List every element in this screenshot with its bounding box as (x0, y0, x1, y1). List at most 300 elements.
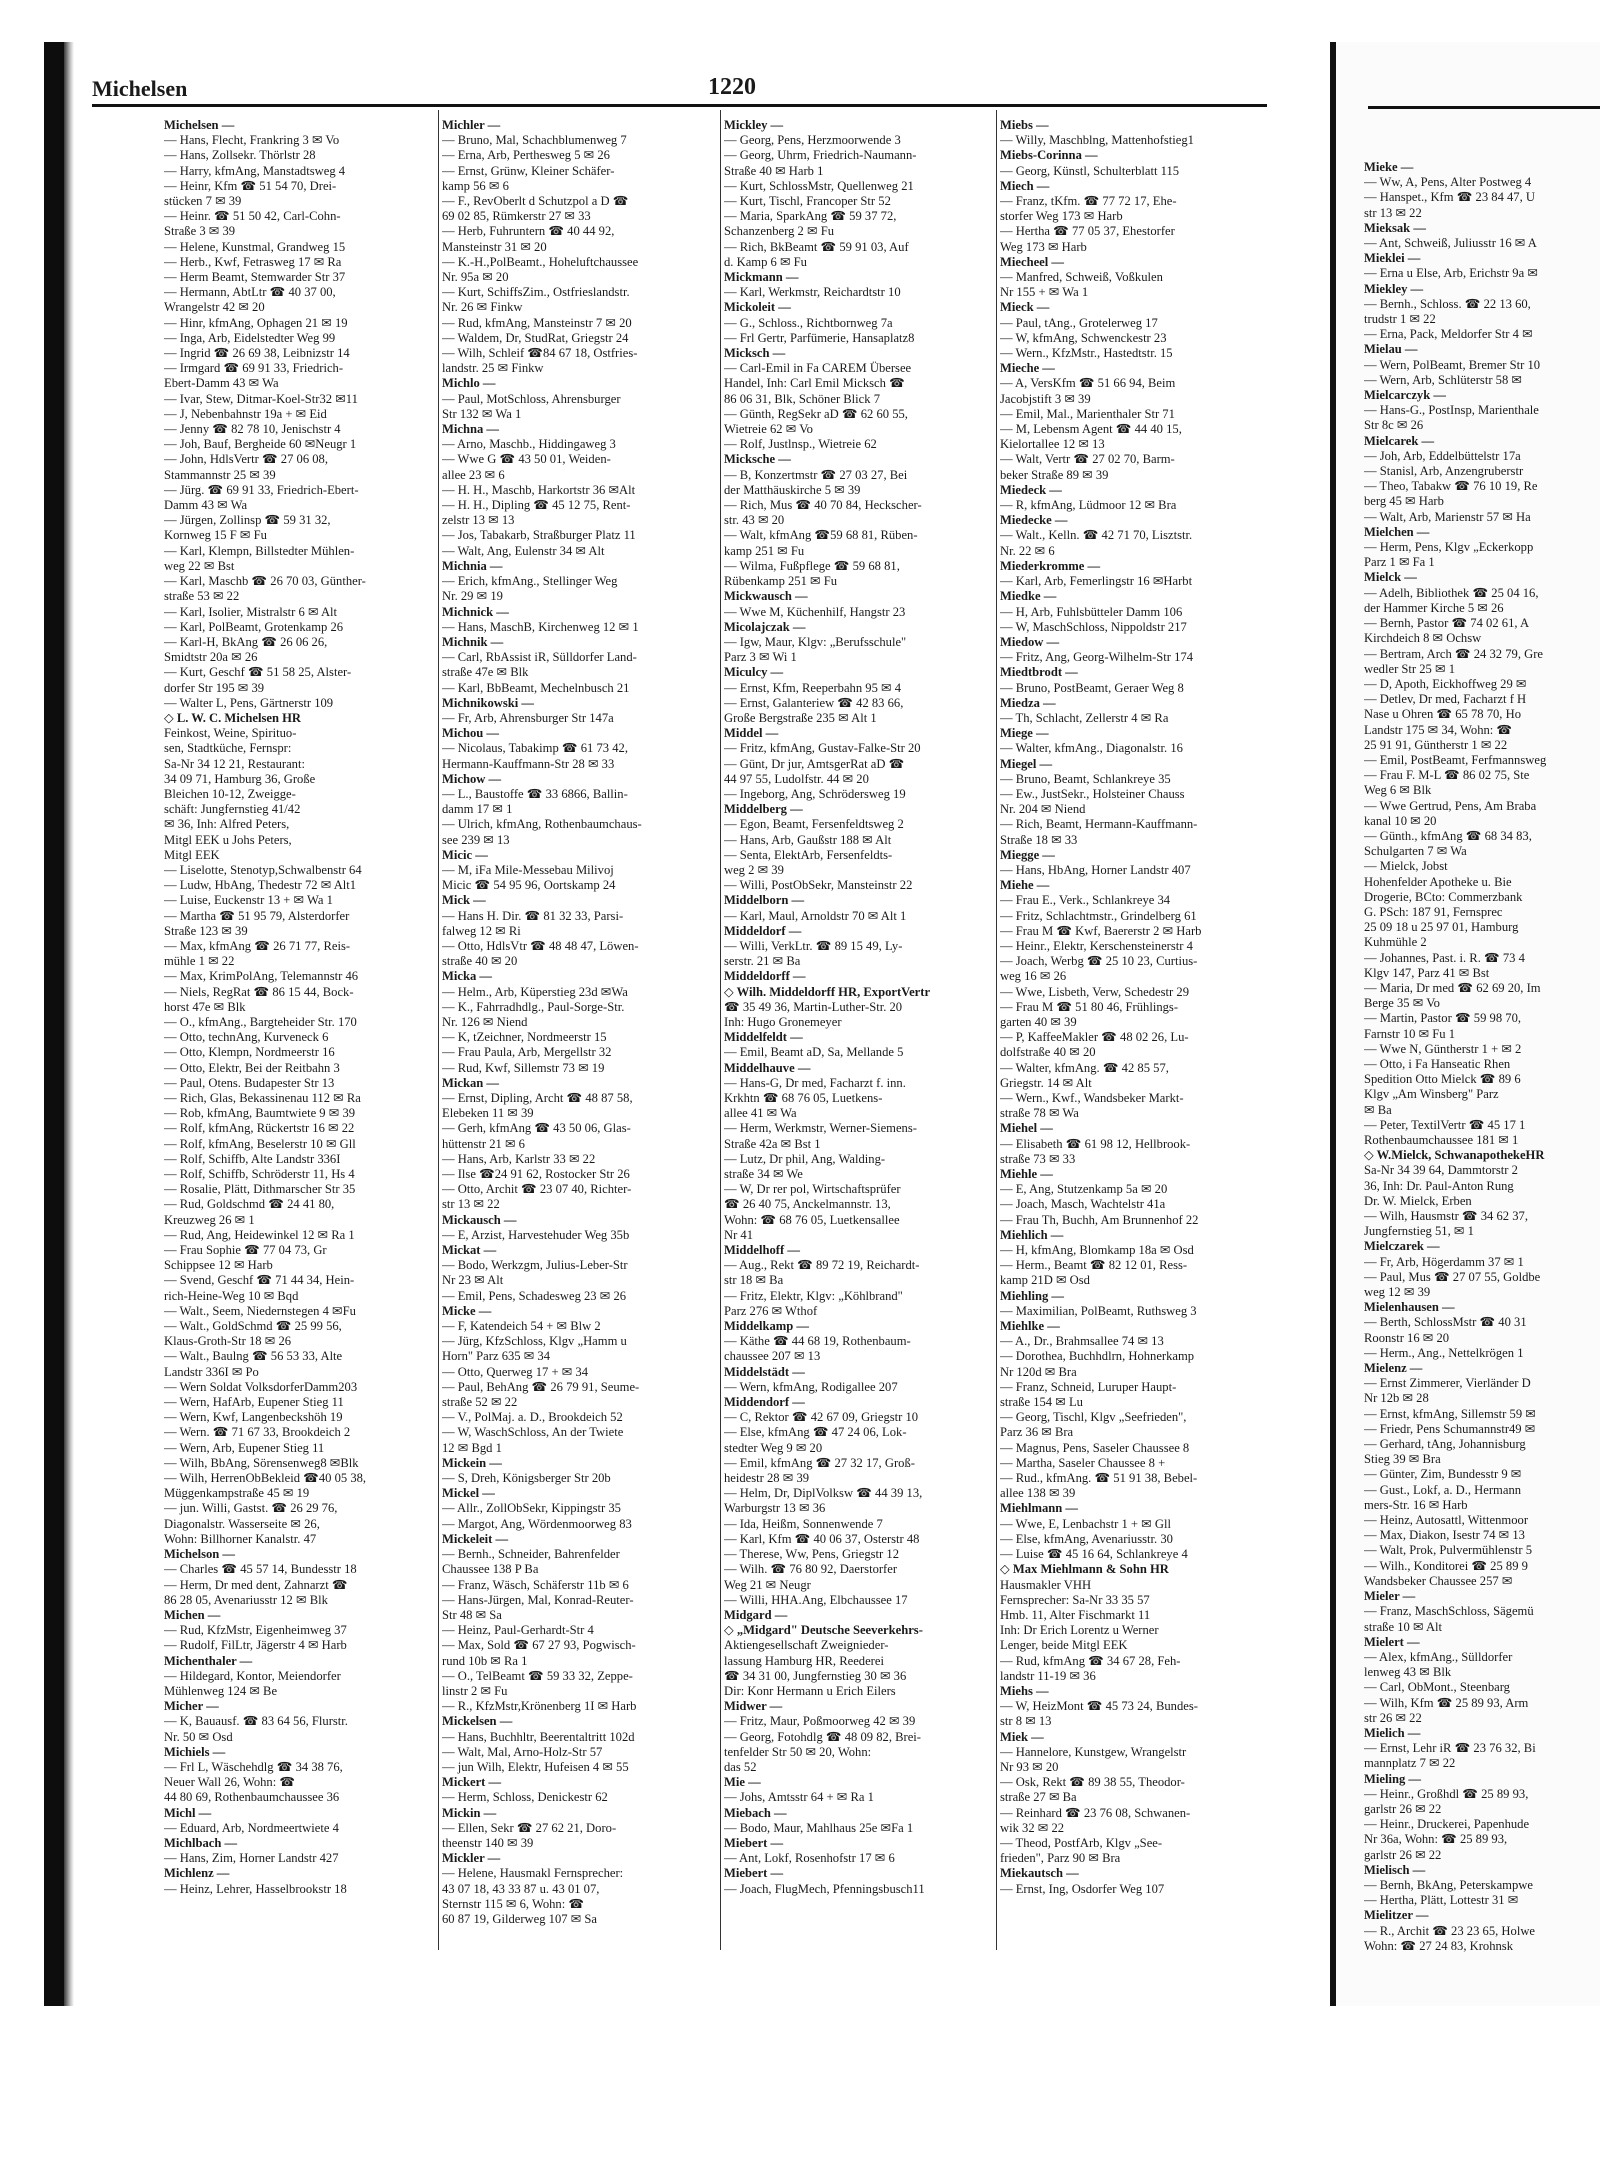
directory-entry-line: — Wwe M, Küchenhilf, Hangstr 23 (724, 604, 906, 619)
directory-entry-line: — Inga, Arb, Eidelstedter Weg 99 (164, 330, 336, 345)
directory-entry-line: — Ludw, HbAng, Thedestr 72 ✉ Alt1 (164, 878, 357, 893)
directory-entry-line: — Otto, i Fa Hanseatic Rhen (1364, 1056, 1511, 1071)
directory-entry-line: Straße 3 ✉ 39 (164, 224, 236, 239)
directory-entry-line: — Herb, Fuhruntern ☎ 40 44 92, (442, 224, 615, 239)
directory-entry-line: — Otto, Klempn, Nordmeerstr 16 (164, 1045, 335, 1060)
directory-entry-line: — W, kfmAng, Schwenckestr 23 (1000, 330, 1167, 345)
directory-entry-line: — Hildegard, Kontor, Meiendorfer (164, 1668, 341, 1683)
directory-entry-line: — Wern. ☎ 71 67 33, Brookdeich 2 (164, 1425, 351, 1440)
directory-entry-line: Schippsee 12 ✉ Harb (164, 1258, 273, 1273)
directory-entry-line: — Heinr., Großhdl ☎ 25 89 93, (1364, 1786, 1529, 1801)
surname-heading: Miehel — (1000, 1121, 1053, 1136)
directory-entry-line: — Georg, Künstl, Schulterblatt 115 (1000, 163, 1180, 178)
directory-entry-line: — Herm Beamt, Stemwarder Str 37 (164, 270, 346, 285)
directory-entry-line: — Wilma, Fußpflege ☎ 59 68 81, (724, 558, 900, 573)
directory-entry-line: — Fritz, Maur, Poßmoorweg 42 ✉ 39 (724, 1714, 916, 1729)
surname-heading: Mielck — (1364, 570, 1417, 585)
directory-entry-line: lenweg 43 ✉ Blk (1364, 1665, 1452, 1680)
directory-entry-line: — Fr, Arb, Ahrensburger Str 147a (442, 710, 614, 725)
directory-entry-line: Straße 18 ✉ 33 (1000, 832, 1078, 847)
directory-entry-line: — Bernh, BkAng, Peterskampwe (1364, 1877, 1533, 1892)
directory-entry-line: — Paul, Mus ☎ 27 07 55, Goldbe (1364, 1269, 1541, 1284)
directory-entry-line: frieden", Parz 90 ✉ Bra (1000, 1851, 1121, 1866)
directory-entry-line: — Franz, tKfm. ☎ 77 72 17, Ehe- (1000, 194, 1177, 209)
directory-entry-line: — Günt, Dr jur, AmtsgerRat aD ☎ (724, 756, 905, 771)
directory-entry-line: mers-Str. 16 ✉ Harb (1364, 1497, 1468, 1512)
directory-entry-line: — R, kfmAng, Lüdmoor 12 ✉ Bra (1000, 498, 1177, 513)
directory-entry-line: — Heinz, Paul-Gerhardt-Str 4 (442, 1623, 594, 1638)
directory-entry-line: — Gerhard, tAng, Johannisburg (1364, 1437, 1526, 1452)
directory-entry-line: — Berth, SchlossMstr ☎ 40 31 (1364, 1315, 1527, 1330)
directory-entry-line: — Wilh, Schleif ☎84 67 18, Ostfries- (442, 346, 638, 361)
directory-entry-line: — Heinr., Elektr, Kerschensteinerstr 4 (1000, 938, 1193, 953)
surname-heading: Micic — (442, 847, 488, 862)
directory-entry-line: — Walter, kfmAng., Diagonalstr. 16 (1000, 741, 1183, 756)
directory-entry-line: — Bodo, Maur, Mahlhaus 25e ✉Fa 1 (724, 1820, 914, 1835)
surname-heading: Miegel — (1000, 756, 1053, 771)
directory-entry-line: — Hans-Jürgen, Mal, Konrad-Reuter- (442, 1592, 634, 1607)
surname-heading: Middeldorff — (724, 969, 806, 984)
surname-heading: Micksche — (724, 452, 791, 467)
directory-entry-line: str 8 ✉ 13 (1000, 1714, 1052, 1729)
directory-entry-line: 12 ✉ Bgd 1 (442, 1440, 502, 1455)
directory-entry-line: tenfelder Str 50 ✉ 20, Wohn: (724, 1744, 872, 1759)
directory-entry-line: Klgv 147, Parz 41 ✉ Bst (1364, 965, 1490, 980)
directory-entry-line: — F., RevOberlt d Schutzpol a D ☎ (442, 194, 629, 209)
directory-entry-line: — P, KaffeeMakler ☎ 48 02 26, Lu- (1000, 1030, 1189, 1045)
directory-entry-line: — Walt., Baulng ☎ 56 53 33, Alte (164, 1349, 343, 1364)
directory-entry-line: — Frau M ☎ 51 80 46, Frühlings- (1000, 999, 1179, 1014)
directory-entry-line: — Hermann, AbtLtr ☎ 40 37 00, (164, 285, 336, 300)
directory-entry-line: ☎ 26 40 75, Anckelmannstr. 13, (724, 1197, 891, 1212)
directory-entry-line: — Walt., Seem, Niedernstegen 4 ✉Fu (164, 1303, 356, 1318)
surname-heading: Mielcarek — (1364, 433, 1435, 448)
directory-entry-line: Griegstr. 14 ✉ Alt (1000, 1075, 1092, 1090)
directory-entry-line: — Arno, Maschb., Hiddingaweg 3 (442, 437, 616, 452)
directory-entry-line: — Jürg. ☎ 69 91 33, Friedrich-Ebert- (164, 482, 359, 497)
directory-entry-line: — Willi, VerkLtr. ☎ 89 15 49, Ly- (724, 938, 903, 953)
surname-heading: Mieklei — (1364, 251, 1421, 266)
surname-heading: Micksch — (724, 346, 786, 361)
surname-heading: Miebach — (724, 1805, 787, 1820)
surname-heading: Michler — (442, 118, 501, 132)
directory-entry-line: — Wilh, Hausmstr ☎ 34 62 37, (1364, 1209, 1528, 1224)
directory-entry-line: — F, Katendeich 54 + ✉ Blw 2 (442, 1319, 601, 1334)
directory-entry-line: — Elisabeth ☎ 61 98 12, Hellbrook- (1000, 1136, 1191, 1151)
surname-heading: Michiels — (164, 1744, 226, 1759)
directory-entry-line: Wietreie 62 ✉ Vo (724, 422, 813, 437)
directory-entry-line: Nr 12b ✉ 28 (1364, 1391, 1429, 1406)
column-4 (1000, 118, 1270, 1948)
directory-entry-line: Dir: Konr Hermann u Erich Eilers (724, 1683, 896, 1698)
directory-entry-line: Parz 36 ✉ Bra (1000, 1425, 1074, 1440)
directory-entry-line: — Liselotte, Stenotyp,Schwalbenstr 64 (164, 862, 362, 877)
directory-entry-line: — K, Bauausf. ☎ 83 64 56, Flurstr. (164, 1714, 348, 1729)
directory-entry-line: — Bruno, Beamt, Schlankreye 35 (1000, 771, 1171, 786)
directory-entry-line: Elebeken 11 ✉ 39 (442, 1106, 534, 1121)
directory-entry-line: — Ernst, Grünw, Kleiner Schäfer- (442, 163, 615, 178)
directory-entry-line: — Bernh., Schneider, Bahrenfelder (442, 1547, 620, 1562)
directory-entry-line: straße 78 ✉ Wa (1000, 1106, 1079, 1121)
surname-heading: Micka — (442, 969, 493, 984)
directory-entry-line: allee 41 ✉ Wa (724, 1106, 797, 1121)
directory-entry-line: weg 16 ✉ 26 (1000, 969, 1067, 984)
directory-entry-line: — Rosalie, Plätt, Dithmarscher Str 35 (164, 1182, 356, 1197)
directory-entry-line: Mitgl EEK (164, 847, 220, 862)
directory-entry-line: — E, Ang, Stutzenkamp 5a ✉ 20 (1000, 1182, 1168, 1197)
surname-heading: Micke — (442, 1303, 492, 1318)
directory-entry-line: — Fritz, Elektr, Klgv: „Köhlbrand" (724, 1288, 903, 1303)
directory-entry-line: — Erna u Else, Arb, Erichstr 9a ✉ (1364, 266, 1538, 281)
directory-entry-line: Roonstr 16 ✉ 20 (1364, 1330, 1450, 1345)
surname-heading: Miedza — (1000, 695, 1056, 710)
directory-entry-line: — A, VersKfm ☎ 51 66 94, Beim (1000, 376, 1176, 391)
directory-entry-line: Landstr 175 ✉ 34, Wohn: ☎ (1364, 722, 1513, 737)
surname-heading: Michlenz — (164, 1866, 230, 1881)
surname-heading: Middelborn — (724, 893, 805, 908)
surname-heading: Michnick — (442, 604, 509, 619)
directory-entry-line: — Georg, Tischl, Klgv „Seefrieden", (1000, 1410, 1187, 1425)
surname-heading: Mickert — (442, 1775, 502, 1790)
directory-entry-line: — Max, kfmAng ☎ 26 71 77, Reis- (164, 938, 351, 953)
directory-entry-line: linstr 2 ✉ Fu (442, 1683, 508, 1698)
directory-entry-line: weg 12 ✉ 39 (1364, 1285, 1431, 1300)
directory-entry-line: — Eduard, Arb, Nordmeertwiete 4 (164, 1820, 339, 1835)
directory-entry-line: dorfer Str 195 ✉ 39 (164, 680, 265, 695)
directory-entry-line: — Paul, MotSchloss, Ahrensburger (442, 391, 621, 406)
surname-heading: Middelstädt — (724, 1364, 805, 1379)
directory-entry-line: ◇ Wilh. Middeldorff HR, ExportVertr (724, 984, 931, 999)
directory-entry-line: — Wwe G ☎ 43 50 01, Weiden- (442, 452, 611, 467)
directory-entry-line: d. Kamp 6 ✉ Fu (724, 254, 807, 269)
directory-entry-line: — Walt, Prok, Pulvermühlenstr 5 (1364, 1543, 1533, 1558)
surname-heading: Miebs — (1000, 118, 1049, 132)
surname-heading: Michlo — (442, 376, 496, 391)
directory-entry-line: — Otto, Archit ☎ 23 07 40, Richter- (442, 1182, 632, 1197)
directory-entry-line: Inh: Hugo Gronemeyer (724, 1014, 842, 1029)
surname-heading: Miebert — (724, 1835, 784, 1850)
directory-entry-line: Spedition Otto Mielck ☎ 89 6 (1364, 1072, 1521, 1087)
directory-entry-line: — Rolf, kfmAng, Rückertstr 16 ✉ 22 (164, 1121, 355, 1136)
directory-entry-line: — Rud., kfmAng. ☎ 51 91 38, Bebel- (1000, 1471, 1198, 1486)
directory-entry-line: — Carl-Emil in Fa CAREM Übersee (724, 361, 912, 376)
directory-entry-line: — Karl, Maul, Arnoldstr 70 ✉ Alt 1 (724, 908, 907, 923)
directory-entry-line: — Hertha ☎ 77 05 37, Ehestorfer (1000, 224, 1175, 239)
directory-entry-line: Schulgarten 7 ✉ Wa (1364, 844, 1467, 859)
directory-entry-line: straße 52 ✉ 22 (442, 1395, 518, 1410)
directory-entry-line: — Joh, Arb, Eddelbüttelstr 17a (1364, 448, 1521, 463)
directory-entry-line: ◇ L. W. C. Michelsen HR (164, 710, 302, 725)
directory-entry-line: see 239 ✉ 13 (442, 832, 510, 847)
directory-entry-line: — Harry, kfmAng, Manstadtsweg 4 (164, 163, 346, 178)
directory-entry-line: serstr. 21 ✉ Ba (724, 954, 801, 969)
directory-entry-line: straße 10 ✉ Alt (1364, 1619, 1443, 1634)
surname-heading: Middelhoff — (724, 1243, 800, 1258)
surname-heading: Michnikowski — (442, 695, 535, 710)
directory-entry-line: — Karl, Arb, Femerlingstr 16 ✉Harbt (1000, 574, 1193, 589)
directory-entry-line: — E, Arzist, Harvestehuder Weg 35b (442, 1227, 630, 1242)
directory-entry-line: — Herm, Werkmstr, Werner-Siemens- (724, 1121, 917, 1136)
surname-heading: Mielenz — (1364, 1361, 1423, 1376)
directory-entry-line: — Rud, Kwf, Sillemstr 73 ✉ 19 (442, 1060, 605, 1075)
directory-entry-line: garlstr 26 ✉ 22 (1364, 1801, 1442, 1816)
directory-entry-line: — Bernh., Schloss. ☎ 22 13 60, (1364, 296, 1531, 311)
directory-entry-line: — Walt, kfmAng ☎59 68 81, Rüben- (724, 528, 918, 543)
directory-entry-line: — A., Dr., Brahmsallee 74 ✉ 13 (1000, 1334, 1164, 1349)
directory-entry-line: — Carl, RbAssist iR, Sülldorfer Land- (442, 650, 637, 665)
directory-entry-line: — O., TelBeamt ☎ 59 33 32, Zeppe- (442, 1668, 633, 1683)
directory-entry-line: — Walt, Arb, Marienstr 57 ✉ Ha (1364, 509, 1531, 524)
directory-entry-line: — Adelh, Bibliothek ☎ 25 04 16, (1364, 585, 1539, 600)
directory-entry-line: — Erna, Arb, Perthesweg 5 ✉ 26 (442, 148, 610, 163)
directory-entry-line: — Friedr, Pens Schumannstr49 ✉ (1364, 1421, 1536, 1436)
surname-heading: Miedke — (1000, 589, 1057, 604)
directory-entry-line: — Otto, HdlsVtr ☎ 48 48 47, Löwen- (442, 938, 639, 953)
directory-entry-line: Parz 3 ✉ Wi 1 (724, 650, 797, 665)
directory-entry-line: — Mielck, Jobst (1364, 859, 1448, 874)
directory-entry-line: — Herm, Dr med dent, Zahnarzt ☎ (164, 1577, 348, 1592)
directory-entry-line: allee 23 ✉ 6 (442, 467, 505, 482)
directory-entry-line: damm 17 ✉ 1 (442, 802, 513, 817)
directory-entry-line: — Karl-H, BkAng ☎ 26 06 26, (164, 634, 328, 649)
directory-entry-line: — Walter, kfmAng. ☎ 42 85 57, (1000, 1060, 1169, 1075)
surname-heading: Middel — (724, 726, 779, 741)
directory-entry-line: Stammannstr 25 ✉ 39 (164, 467, 276, 482)
directory-entry-line: — Hannelore, Kunstgew, Wrangelstr (1000, 1744, 1187, 1759)
surname-heading: Micolajczak — (724, 619, 806, 634)
surname-heading: Miehs — (1000, 1683, 1049, 1698)
directory-entry-line: — Hans-G., PostInsp, Marienthale (1364, 403, 1539, 418)
directory-entry-line: theenstr 140 ✉ 39 (442, 1835, 534, 1850)
surname-heading: Mickoleit — (724, 300, 791, 315)
adjacent-page (1330, 42, 1600, 2006)
surname-heading: Miebert — (724, 1866, 784, 1881)
directory-entry-line: Mühlenweg 124 ✉ Be (164, 1683, 278, 1698)
directory-entry-line: ◇ W.Mielck, SchwanapothekeHR (1364, 1148, 1545, 1163)
directory-entry-line: beker Straße 89 ✉ 39 (1000, 467, 1109, 482)
surname-heading: Mielenhausen — (1364, 1300, 1455, 1315)
directory-entry-line: — Ingrid ☎ 26 69 38, Leibnizstr 14 (164, 346, 350, 361)
directory-entry-line: — Käthe ☎ 44 68 19, Rothenbaum- (724, 1334, 911, 1349)
directory-entry-line: — H. H., Dipling ☎ 45 12 75, Rent- (442, 498, 631, 513)
surname-heading: Miecheel — (1000, 254, 1064, 269)
surname-heading: Miebs-Corinna — (1000, 148, 1098, 163)
directory-entry-line: — Georg, Pens, Herzmoorwende 3 (724, 133, 901, 148)
column-divider (720, 110, 721, 1950)
directory-entry-line: — Helm., Arb, Küperstieg 23d ✉Wa (442, 984, 628, 999)
directory-entry-line: Sternstr 115 ✉ 6, Wohn: ☎ (442, 1896, 585, 1911)
surname-heading: Mickat — (442, 1243, 497, 1258)
directory-entry-line: — Ernst, Lehr iR ☎ 23 76 32, Bi (1364, 1741, 1536, 1756)
directory-entry-line: — J, Nebenbahnstr 19a + ✉ Eid (164, 406, 327, 421)
directory-entry-line: Straße 42a ✉ Bst 1 (724, 1136, 821, 1151)
directory-entry-line: — Wilh. ☎ 76 80 92, Daerstorfer (724, 1562, 898, 1577)
directory-entry-line: garten 40 ✉ 39 (1000, 1014, 1077, 1029)
directory-entry-line: — Kurt, Geschf ☎ 51 58 25, Alster- (164, 665, 352, 680)
directory-entry-line: — Kurt, Tischl, Francoper Str 52 (724, 194, 891, 209)
directory-entry-line: Kreuzweg 26 ✉ 1 (164, 1212, 255, 1227)
surname-heading: Mickausch — (442, 1212, 517, 1227)
directory-entry-line: — Magnus, Pens, Saseler Chaussee 8 (1000, 1440, 1190, 1455)
surname-heading: Middelhauve — (724, 1060, 811, 1075)
directory-entry-line: — Heinr., Druckerei, Papenhude (1364, 1817, 1530, 1832)
surname-heading: Mielchen — (1364, 524, 1430, 539)
directory-entry-line: — M, Lebensm Agent ☎ 44 40 15, (1000, 422, 1182, 437)
surname-heading: Miedeck — (1000, 482, 1062, 497)
directory-entry-line: — Ilse ☎24 91 62, Rostocker Str 26 (442, 1167, 630, 1182)
directory-entry-line: 69 02 85, Rümkerstr 27 ✉ 33 (442, 209, 591, 224)
surname-heading: Mie — (724, 1775, 761, 1790)
directory-entry-line: — Wilh., Konditorei ☎ 25 89 9 (1364, 1558, 1528, 1573)
surname-heading: Miekley — (1364, 281, 1424, 296)
directory-entry-line: — Emil, kfmAng ☎ 27 32 17, Groß- (724, 1455, 915, 1470)
directory-entry-line: weg 22 ✉ Bst (164, 558, 235, 573)
surname-heading: Mieling — (1364, 1771, 1422, 1786)
directory-entry-line: — Senta, ElektArb, Fersenfeldts- (724, 847, 893, 862)
directory-entry-line: Große Bergstraße 235 ✉ Alt 1 (724, 710, 877, 725)
directory-entry-line: Mitgl EEK u Johs Peters, (164, 832, 292, 847)
column-2 (442, 118, 718, 1948)
directory-entry-line: Handel, Inh: Carl Emil Micksch ☎ (724, 376, 905, 391)
surname-heading: Mielisch — (1364, 1862, 1426, 1877)
directory-entry-line: str. 43 ✉ 20 (724, 513, 785, 528)
directory-entry-line: — Bernh, Pastor ☎ 74 02 61, A (1364, 616, 1530, 631)
directory-entry-line: garlstr 26 ✉ 22 (1364, 1847, 1442, 1862)
directory-entry-line: — Otto, technAng, Kurveneck 6 (164, 1030, 329, 1045)
directory-entry-line: Klgv „Am Winsberg" Parz (1364, 1087, 1499, 1102)
directory-entry-line: — Ernst, Kfm, Reeperbahn 95 ✉ 4 (724, 680, 902, 695)
directory-entry-line: — Hans, Buchhltr, Beerentaltritt 102d (442, 1729, 635, 1744)
directory-entry-line: — Wern, Kwf, Langenbeckshöh 19 (164, 1410, 343, 1425)
directory-entry-line: Weg 21 ✉ Neugr (724, 1577, 811, 1592)
directory-entry-line: Kielortallee 12 ✉ 13 (1000, 437, 1105, 452)
surname-heading: Miehe — (1000, 878, 1050, 893)
directory-entry-line: Nr 36a, Wohn: ☎ 25 89 93, (1364, 1832, 1508, 1847)
directory-entry-line: — Fritz, kfmAng, Gustav-Falke-Str 20 (724, 741, 921, 756)
directory-entry-line: Wohn: ☎ 68 76 05, Luetkensallee (724, 1212, 900, 1227)
directory-entry-line: — Max, KrimPolAng, Telemannstr 46 (164, 969, 359, 984)
directory-entry-line: chaussee 207 ✉ 13 (724, 1349, 821, 1364)
directory-entry-line: straße 73 ✉ 33 (1000, 1151, 1076, 1166)
directory-entry-line: — Emil, PostBeamt, Ferfmannsweg (1364, 752, 1547, 767)
directory-entry-line: — Rich, Beamt, Hermann-Kauffmann- (1000, 817, 1198, 832)
directory-entry-line: — Niels, RegRat ☎ 86 15 44, Bock- (164, 984, 354, 999)
directory-entry-line: ☎ 34 31 00, Jungfernstieg 30 ✉ 36 (724, 1668, 907, 1683)
directory-entry-line: — Wern, Arb, Eupener Stieg 11 (164, 1440, 325, 1455)
directory-entry-line: allee 138 ✉ 39 (1000, 1486, 1076, 1501)
directory-entry-line: — Rich, BkBeamt ☎ 59 91 03, Auf (724, 239, 909, 254)
directory-entry-line: — Bertram, Arch ☎ 24 32 79, Gre (1364, 646, 1544, 661)
directory-entry-line: — Willy, Maschblng, Mattenhofstieg1 (1000, 133, 1194, 148)
directory-entry-line: wik 32 ✉ 22 (1000, 1820, 1065, 1835)
surname-heading: Middelberg — (724, 802, 803, 817)
directory-entry-line: — Wern, kfmAng, Rodigallee 207 (724, 1379, 898, 1394)
directory-entry-line: straße 154 ✉ Lu (1000, 1395, 1083, 1410)
directory-entry-line: straße 27 ✉ Ba (1000, 1790, 1077, 1805)
directory-entry-line: — Theo, Tabakw ☎ 76 10 19, Re (1364, 479, 1538, 494)
directory-entry-line: — Peter, TextilVertr ☎ 45 17 1 (1364, 1117, 1526, 1132)
directory-entry-line: Wohn: Billhorner Kanalstr. 47 (164, 1531, 317, 1546)
directory-entry-line: — Heinr, Kfm ☎ 51 54 70, Drei- (164, 178, 337, 193)
directory-entry-line: — Svend, Geschf ☎ 71 44 34, Hein- (164, 1273, 355, 1288)
directory-entry-line: — Martha, Saseler Chaussee 8 + (1000, 1455, 1166, 1470)
surname-heading: Miederkromme — (1000, 558, 1101, 573)
directory-entry-line: Nr. 22 ✉ 6 (1000, 543, 1055, 558)
surname-heading: Michen — (164, 1607, 221, 1622)
directory-entry-line: horst 47e ✉ Blk (164, 999, 246, 1014)
directory-entry-line: Bleichen 10-12, Zweigge- (164, 786, 296, 801)
directory-entry-line: Kirchdeich 8 ✉ Ochsw (1364, 631, 1482, 646)
directory-entry-line: schäft: Jungfernstieg 41/42 (164, 802, 301, 817)
surname-heading: Mickwausch — (724, 589, 808, 604)
directory-entry-line: — Hans-G, Dr med, Facharzt f. inn. (724, 1075, 906, 1090)
directory-entry-line: — Reinhard ☎ 23 76 08, Schwanen- (1000, 1805, 1191, 1820)
directory-entry-line: — Max, Sold ☎ 67 27 93, Pogwisch- (442, 1638, 636, 1653)
surname-heading: Miekautsch — (1000, 1866, 1079, 1881)
directory-entry-line: str 26 ✉ 22 (1364, 1710, 1422, 1725)
directory-entry-line: — Emil, Beamt aD, Sa, Mellande 5 (724, 1045, 904, 1060)
directory-entry-line: — Günter, Zim, Bundesstr 9 ✉ (1364, 1467, 1522, 1482)
directory-entry-line: — Ida, Heißm, Sonnenwende 7 (724, 1516, 883, 1531)
directory-entry-line: Damm 43 ✉ Wa (164, 498, 248, 513)
directory-entry-line: — Rolf, Schiffb, Schröderstr 11, Hs 4 (164, 1167, 355, 1182)
directory-entry-line: Nr. 204 ✉ Niend (1000, 802, 1086, 817)
directory-entry-line: — Herm, Pens, Klgv „Eckerkopp (1364, 540, 1534, 555)
directory-entry-line: — Ivar, Stew, Ditmar-Koel-Str32 ✉11 (164, 391, 358, 406)
directory-entry-line: landstr 11-19 ✉ 36 (1000, 1668, 1096, 1683)
directory-entry-line: — R., KfzMstr,Krönenberg 1I ✉ Harb (442, 1699, 637, 1714)
directory-entry-line: — C, Rektor ☎ 42 67 09, Griegstr 10 (724, 1410, 919, 1425)
directory-entry-line: Nr 93 ✉ 20 (1000, 1759, 1059, 1774)
directory-entry-line: Hermann-Kauffmann-Str 28 ✉ 33 (442, 756, 615, 771)
directory-entry-line: — Rud, kfmAng ☎ 34 67 28, Feh- (1000, 1653, 1181, 1668)
directory-entry-line: — Maximilian, PolBeamt, Ruthsweg 3 (1000, 1303, 1197, 1318)
directory-entry-line: — Lutz, Dr phil, Ang, Walding- (724, 1151, 886, 1166)
directory-entry-line: — Franz, Wäsch, Schäferstr 11b ✉ 6 (442, 1577, 629, 1592)
adjacent-page-rule (1368, 106, 1600, 109)
directory-entry-line: — Ernst, Galanteriew ☎ 42 83 66, (724, 695, 904, 710)
surname-heading: Mickein — (442, 1455, 502, 1470)
directory-entry-line: — Karl, Kfm ☎ 40 06 37, Osterstr 48 (724, 1531, 920, 1546)
directory-entry-line: stücken 7 ✉ 39 (164, 194, 242, 209)
directory-entry-line: — Karl, PolBeamt, Grotenkamp 26 (164, 619, 344, 634)
directory-entry-line: — Hans, Zim, Horner Landstr 427 (164, 1851, 339, 1866)
surname-heading: Miege — (1000, 726, 1049, 741)
surname-heading: Miegge — (1000, 847, 1055, 862)
directory-entry-line: — Herm., Beamt ☎ 82 12 01, Ress- (1000, 1258, 1188, 1273)
directory-entry-line: — Martin, Pastor ☎ 59 98 70, (1364, 1011, 1522, 1026)
directory-entry-line: Müggenkampstraße 45 ✉ 19 (164, 1486, 310, 1501)
directory-entry-line: Diagonalstr. Wasserseite ✉ 26, (164, 1516, 320, 1531)
directory-entry-line: stedter Weg 9 ✉ 20 (724, 1440, 823, 1455)
directory-entry-line: — K, tZeichner, Nordmeerstr 15 (442, 1030, 607, 1045)
directory-entry-line: — Charles ☎ 45 57 14, Bundesstr 18 (164, 1562, 357, 1577)
surname-heading: Mieck — (1000, 300, 1050, 315)
directory-entry-line: — Walt, Ang, Eulenstr 34 ✉ Alt (442, 543, 605, 558)
directory-entry-line: — Bruno, Mal, Schachblumenweg 7 (442, 133, 627, 148)
directory-entry-line: — Emil, Mal., Marienthaler Str 71 (1000, 406, 1175, 421)
directory-entry-line: — O., kfmAng., Bargteheider Str. 170 (164, 1014, 357, 1029)
directory-entry-line: — Helm, Dr, DiplVolksw ☎ 44 39 13, (724, 1486, 923, 1501)
surname-heading: Miehling — (1000, 1288, 1065, 1303)
directory-entry-line: dolfstraße 40 ✉ 20 (1000, 1045, 1096, 1060)
directory-entry-line: — Jenny ☎ 82 78 10, Jenischstr 4 (164, 422, 341, 437)
directory-entry-line: — Carl, ObMont., Steenbarg (1364, 1680, 1510, 1695)
directory-entry-line: — Ew., JustSekr., Holsteiner Chauss (1000, 786, 1185, 801)
surname-heading: Micher — (164, 1699, 219, 1714)
directory-entry-line: Fernsprecher: Sa-Nr 33 35 57 (1000, 1592, 1150, 1607)
directory-entry-line: — Frl L, Wäschehdlg ☎ 34 38 76, (164, 1759, 343, 1774)
